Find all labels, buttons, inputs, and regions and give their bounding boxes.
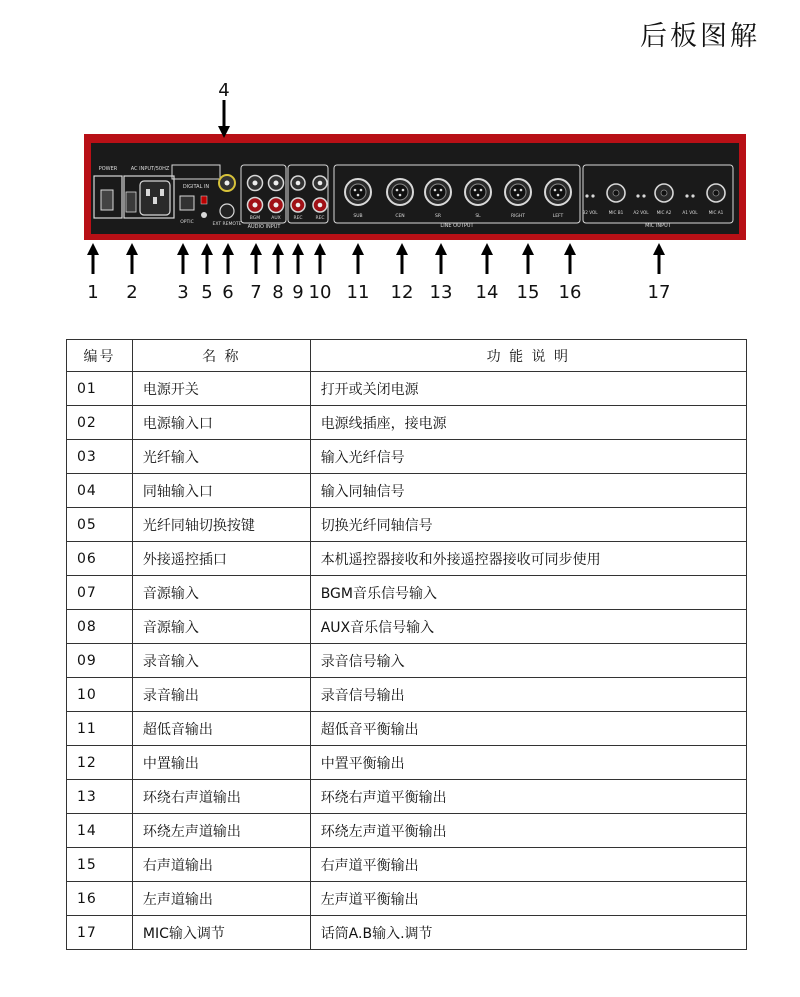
rear-panel-diagram — [0, 0, 800, 330]
output-label-3: SR — [435, 214, 441, 219]
callout-number-15: 15 — [516, 282, 540, 303]
callout-arrow-15-head — [564, 243, 576, 255]
output-label-1: SUB — [353, 214, 363, 219]
xlr-pin — [477, 194, 480, 197]
power-switch — [101, 190, 113, 210]
desc-cell: 话筒A.B输入.调节 — [310, 916, 746, 950]
mic-label-3: A2 VOL — [633, 210, 649, 215]
desc-cell: 右声道平衡输出 — [310, 848, 746, 882]
callout-arrow-4-head — [201, 243, 213, 255]
rec-pin-top — [296, 181, 301, 186]
code-cell: 05 — [67, 508, 133, 542]
header-desc: 功 能 说 明 — [310, 340, 746, 372]
callout-arrow-6-head — [250, 243, 262, 255]
code-cell: 11 — [67, 712, 133, 746]
callout-number-9: 9 — [292, 282, 304, 303]
table-row — [67, 474, 747, 508]
callout-number-7: 7 — [250, 282, 262, 303]
aux-pin-top — [274, 181, 279, 186]
bgm-pin-top — [253, 181, 258, 186]
mic-label-5: A1 VOL — [682, 210, 698, 215]
callout-number-4: 4 — [218, 80, 230, 101]
switch-led — [201, 196, 207, 204]
aux-pin-bottom — [274, 203, 279, 208]
aux-label: AUX — [271, 216, 281, 221]
vol-knob-left — [636, 194, 639, 197]
code-cell: 06 — [67, 542, 133, 576]
header-code: 编号 — [67, 340, 133, 372]
xlr-pin — [402, 189, 405, 192]
callout-arrow-1-head — [87, 243, 99, 255]
ac-pin — [146, 189, 150, 196]
ac-pin — [153, 197, 157, 204]
xlr-pin — [560, 189, 563, 192]
callout-arrow-8-head — [292, 243, 304, 255]
rec-in-label: REC — [293, 216, 303, 221]
digital-in-label: DIGITAL IN — [182, 184, 210, 190]
desc-cell: 切换光纤同轴信号 — [310, 508, 746, 542]
callout-number-12: 12 — [390, 282, 414, 303]
name-cell: 光纤同轴切换按键 — [132, 508, 310, 542]
name-cell: 光纤输入 — [132, 440, 310, 474]
vol-knob-right — [642, 194, 645, 197]
table-row — [67, 814, 747, 848]
desc-cell: 录音信号输入 — [310, 644, 746, 678]
code-cell: 16 — [67, 882, 133, 916]
parts-table — [66, 339, 747, 950]
ext-remote-jack — [220, 204, 234, 218]
callout-number-11: 11 — [346, 282, 370, 303]
name-cell: 录音输入 — [132, 644, 310, 678]
xlr-inner — [430, 184, 446, 200]
desc-cell: 输入光纤信号 — [310, 440, 746, 474]
vol-knob-right — [591, 194, 594, 197]
switch-button — [201, 212, 207, 218]
callout-number-6: 6 — [222, 282, 234, 303]
xlr-pin — [474, 189, 477, 192]
xlr-pin — [514, 189, 517, 192]
table-row — [67, 746, 747, 780]
table-row — [67, 406, 747, 440]
mic-jack-inner — [713, 190, 719, 196]
header-name: 名 称 — [132, 340, 310, 372]
name-cell: 环绕左声道输出 — [132, 814, 310, 848]
desc-cell: 录音信号输出 — [310, 678, 746, 712]
callout-arrow-12-head — [435, 243, 447, 255]
xlr-inner — [510, 184, 526, 200]
bgm-label: BGM — [249, 216, 261, 221]
code-cell: 03 — [67, 440, 133, 474]
xlr-pin — [396, 189, 399, 192]
callout-number-8: 8 — [272, 282, 284, 303]
bgm-pin-bottom — [253, 203, 258, 208]
callout-number-5: 5 — [201, 282, 213, 303]
rec-out-label: REC — [315, 216, 325, 221]
callout-number-3: 3 — [177, 282, 189, 303]
ac-pin — [160, 189, 164, 196]
xlr-inner — [470, 184, 486, 200]
mic-label-1: B2 VOL — [582, 210, 598, 215]
mic-label-6: MIC A1 — [708, 210, 724, 215]
name-cell: 超低音输出 — [132, 712, 310, 746]
callout-number-14: 14 — [475, 282, 499, 303]
page-title: 后板图解 — [640, 21, 760, 52]
name-cell: 电源输入口 — [132, 406, 310, 440]
mic-jack-inner — [613, 190, 619, 196]
table-row — [67, 372, 747, 406]
desc-cell: 左声道平衡输出 — [310, 882, 746, 916]
desc-cell: 本机遥控器接收和外接遥控器接收可同步使用 — [310, 542, 746, 576]
desc-cell: 环绕右声道平衡输出 — [310, 780, 746, 814]
callout-number-row — [0, 282, 800, 306]
name-cell: 右声道输出 — [132, 848, 310, 882]
table-row — [67, 440, 747, 474]
table-row — [67, 882, 747, 916]
table-header-row — [67, 340, 747, 372]
table-row — [67, 780, 747, 814]
code-cell: 10 — [67, 678, 133, 712]
fuse-holder — [126, 192, 136, 212]
code-cell: 08 — [67, 610, 133, 644]
name-cell: 录音输出 — [132, 678, 310, 712]
code-cell: 02 — [67, 406, 133, 440]
xlr-inner — [550, 184, 566, 200]
desc-cell: 环绕左声道平衡输出 — [310, 814, 746, 848]
callout-arrow-11-head — [396, 243, 408, 255]
callout-number-1: 1 — [87, 282, 99, 303]
vol-knob-right — [691, 194, 694, 197]
desc-cell: 超低音平衡输出 — [310, 712, 746, 746]
rec-pin-top — [318, 181, 323, 186]
power-label: POWER — [98, 166, 118, 172]
callout-arrow-3-head — [177, 243, 189, 255]
mic-input-label: MIC INPUT — [645, 223, 671, 229]
mic-jack-inner — [661, 190, 667, 196]
name-cell: MIC输入调节 — [132, 916, 310, 950]
table-row — [67, 508, 747, 542]
output-label-5: RIGHT — [510, 214, 526, 219]
output-label-6: LEFT — [552, 214, 564, 219]
callout-arrow-2-head — [126, 243, 138, 255]
name-cell: 环绕右声道输出 — [132, 780, 310, 814]
ac-input-label: AC INPUT/50HZ — [130, 166, 170, 172]
code-cell: 01 — [67, 372, 133, 406]
table-row — [67, 610, 747, 644]
callout-arrow-7-head — [272, 243, 284, 255]
desc-cell: 电源线插座，接电源 — [310, 406, 746, 440]
callout-arrow-16-head — [653, 243, 665, 255]
xlr-pin — [357, 194, 360, 197]
rec-pin-bottom — [296, 203, 301, 208]
table-row — [67, 848, 747, 882]
vol-knob-left — [685, 194, 688, 197]
name-cell: 音源输入 — [132, 610, 310, 644]
callout-arrow-9-head — [314, 243, 326, 255]
callout-arrow-13-head — [481, 243, 493, 255]
name-cell: 外接遥控插口 — [132, 542, 310, 576]
code-cell: 09 — [67, 644, 133, 678]
xlr-pin — [434, 189, 437, 192]
name-cell: 左声道输出 — [132, 882, 310, 916]
xlr-pin — [520, 189, 523, 192]
mic-label-4: MIC A2 — [656, 210, 672, 215]
table-row — [67, 542, 747, 576]
code-cell: 04 — [67, 474, 133, 508]
xlr-pin — [399, 194, 402, 197]
xlr-inner — [350, 184, 366, 200]
output-label-2: CEN — [395, 214, 405, 219]
desc-cell: 输入同轴信号 — [310, 474, 746, 508]
xlr-pin — [517, 194, 520, 197]
xlr-pin — [557, 194, 560, 197]
vol-knob-left — [585, 194, 588, 197]
xlr-inner — [392, 184, 408, 200]
table-row — [67, 712, 747, 746]
desc-cell: 中置平衡输出 — [310, 746, 746, 780]
desc-cell: BGM音乐信号输入 — [310, 576, 746, 610]
name-cell: 中置输出 — [132, 746, 310, 780]
xlr-pin — [437, 194, 440, 197]
code-cell: 14 — [67, 814, 133, 848]
coax-pin — [225, 181, 230, 186]
code-cell: 15 — [67, 848, 133, 882]
code-cell: 12 — [67, 746, 133, 780]
table-row — [67, 644, 747, 678]
ext-remote-label: EXT REMOTE — [212, 222, 242, 227]
xlr-pin — [440, 189, 443, 192]
desc-cell: AUX音乐信号输入 — [310, 610, 746, 644]
callout-number-10: 10 — [308, 282, 332, 303]
table-row — [67, 916, 747, 950]
name-cell: 电源开关 — [132, 372, 310, 406]
optic-port — [180, 196, 194, 210]
mic-label-2: MIC B1 — [608, 210, 624, 215]
callout-number-16: 16 — [558, 282, 582, 303]
code-cell: 13 — [67, 780, 133, 814]
callout-arrow-10-head — [352, 243, 364, 255]
code-cell: 17 — [67, 916, 133, 950]
xlr-pin — [360, 189, 363, 192]
name-cell: 同轴输入口 — [132, 474, 310, 508]
xlr-pin — [480, 189, 483, 192]
xlr-pin — [354, 189, 357, 192]
optic-label: OPTIC — [180, 220, 194, 225]
output-label-4: SL — [475, 214, 481, 219]
callout-number-2: 2 — [126, 282, 138, 303]
callout-number-17: 17 — [647, 282, 671, 303]
callout-arrow-14-head — [522, 243, 534, 255]
code-cell: 07 — [67, 576, 133, 610]
rec-pin-bottom — [318, 203, 323, 208]
table-row — [67, 576, 747, 610]
name-cell: 音源输入 — [132, 576, 310, 610]
desc-cell: 打开或关闭电源 — [310, 372, 746, 406]
audio-input-label: AUDIO INPUT — [247, 224, 281, 230]
xlr-pin — [554, 189, 557, 192]
table-row — [67, 678, 747, 712]
callout-number-13: 13 — [429, 282, 453, 303]
line-output-label: LINE OUTPUT — [440, 223, 474, 229]
callout-arrow-5-head — [222, 243, 234, 255]
